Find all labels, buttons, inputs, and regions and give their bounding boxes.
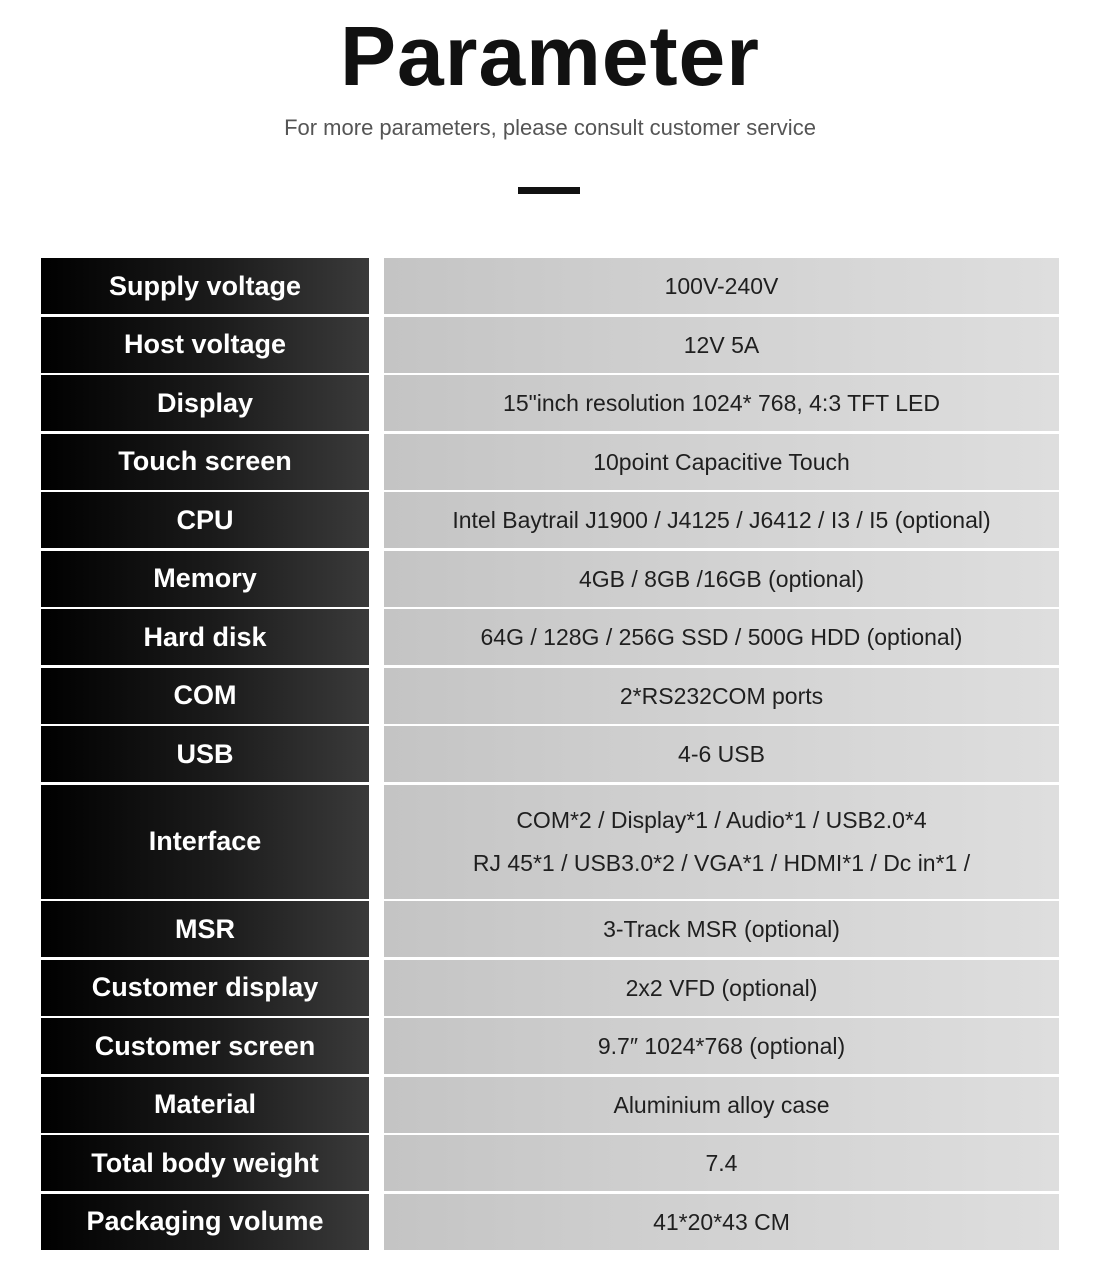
spec-label-cell [41,785,369,899]
spec-label-cell [41,1018,369,1074]
spec-table [41,258,1059,1252]
spec-label-cell [41,492,369,548]
spec-value: 4-6 USB [678,741,765,767]
spec-value-cell [384,901,1059,957]
spec-label-cell [41,901,369,957]
spec-label: Packaging volume [86,1206,324,1236]
spec-label-cell [41,1194,369,1250]
spec-value: 41*20*43 CM [653,1208,790,1235]
spec-row [41,1194,1059,1250]
spec-row [41,668,1059,724]
spec-value-cell [384,375,1059,431]
spec-row [41,1018,1059,1074]
spec-row [41,434,1059,490]
spec-label-cell [41,317,369,373]
spec-value-cell [384,258,1059,314]
spec-value-cell [384,726,1059,782]
spec-label: Customer screen [94,1030,316,1061]
spec-value: RJ 45*1 / USB3.0*2 / VGA*1 / HDMI*1 / Dc in*1 / [472,850,971,876]
spec-row [41,960,1059,1016]
spec-value-cell [384,609,1059,665]
spec-value: Intel Baytrail J1900 / J4125 / J6412 / I3 / I5 (optional) [452,507,991,533]
spec-row [41,492,1059,548]
spec-row [41,258,1059,314]
spec-value: 4GB / 8GB /16GB (optional) [578,565,865,592]
spec-label: Touch screen [118,446,292,476]
title-divider [518,187,580,194]
spec-label-cell [41,960,369,1016]
spec-label: Memory [153,563,257,593]
spec-label: Interface [148,826,262,856]
spec-value-cell [384,1018,1059,1074]
spec-value: 2x2 VFD (optional) [625,974,818,1001]
spec-label-cell [41,375,369,431]
spec-value: 64G / 128G / 256G SSD / 500G HDD (optional) [480,624,963,650]
spec-value: COM*2 / Display*1 / Audio*1 / USB2.0*4 [516,807,927,833]
spec-value: 15"inch resolution 1024* 768, 4:3 TFT LED [503,390,940,416]
spec-label: USB [176,738,234,769]
spec-label: CPU [176,504,234,535]
spec-value: 12V 5A [683,331,760,358]
spec-value-cell [384,785,1059,899]
spec-value-cell [384,492,1059,548]
spec-value-cell [384,434,1059,490]
spec-label-cell [41,609,369,665]
spec-label: Total body weight [91,1147,319,1178]
spec-value-cell [384,1194,1059,1250]
spec-value-cell [384,317,1059,373]
page-title: Parameter [340,9,760,103]
spec-label-cell [41,434,369,490]
spec-label: Host voltage [123,329,287,359]
spec-row [41,726,1059,782]
spec-value-cell [384,1077,1059,1133]
spec-value: 3-Track MSR (optional) [603,916,840,942]
spec-label: COM [173,680,237,710]
spec-value: 7.4 [705,1150,738,1176]
spec-label: Material [153,1089,257,1119]
spec-label-cell [41,258,369,314]
spec-row [41,901,1059,957]
spec-label-cell [41,1077,369,1133]
page-subtitle: For more parameters, please consult customer service [284,115,816,140]
spec-label: MSR [175,913,235,944]
spec-value: 100V-240V [664,273,779,299]
spec-value: 9.7″ 1024*768 (optional) [597,1033,846,1059]
spec-label: Hard disk [143,621,267,652]
spec-row [41,609,1059,665]
spec-row [41,551,1059,607]
spec-row [41,1077,1059,1133]
spec-value: 10point Capacitive Touch [593,448,850,475]
spec-value-cell [384,960,1059,1016]
spec-row [41,317,1059,373]
spec-value-cell [384,1135,1059,1191]
spec-value: Aluminium alloy case [613,1091,830,1118]
spec-label-cell [41,1135,369,1191]
spec-label: Display [156,387,254,418]
spec-value-cell [384,551,1059,607]
spec-label-cell [41,551,369,607]
spec-label-cell [41,668,369,724]
spec-value-cell [384,668,1059,724]
spec-row [41,375,1059,431]
spec-label-cell [41,726,369,782]
spec-row [41,1135,1059,1191]
spec-row [41,785,1059,899]
spec-value: 2*RS232COM ports [619,682,824,709]
spec-label: Customer display [91,972,319,1002]
spec-label: Supply voltage [108,270,302,301]
